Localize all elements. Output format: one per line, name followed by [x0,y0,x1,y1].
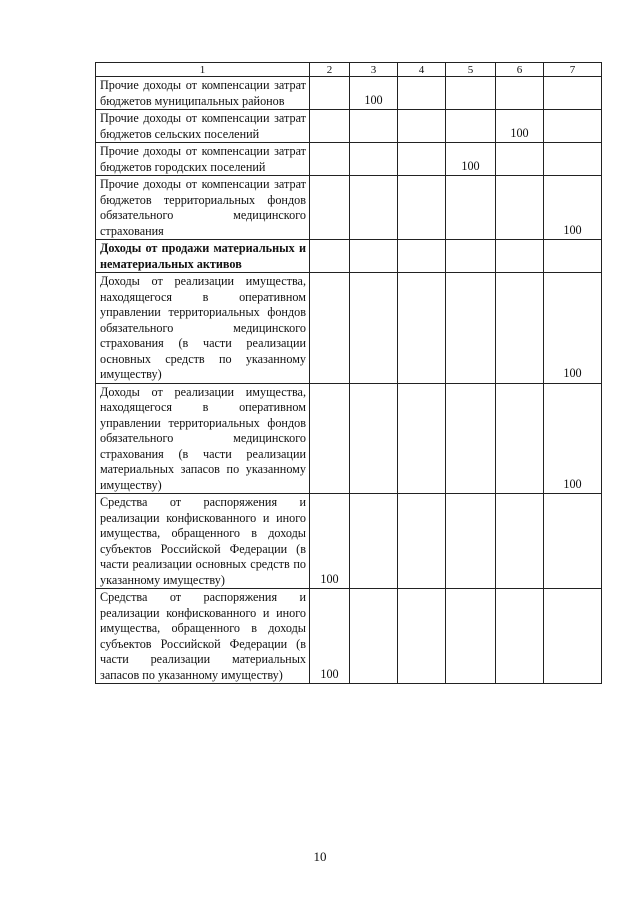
value-cell [350,273,398,384]
value-cell: 100 [544,176,602,240]
value-cell [398,143,446,176]
value-cell: 100 [446,143,496,176]
table-row [96,110,602,143]
value-cell [310,143,350,176]
value-cell [496,273,544,384]
value-cell [496,143,544,176]
value-cell [544,143,602,176]
value-cell [350,383,398,494]
value-cell [350,494,398,589]
row-label: Прочие доходы от компенсации затрат бюджетов территориальных фондов обязательного медицинского страхования [96,176,310,240]
header-cell: 6 [496,63,544,77]
value-cell: 100 [310,494,350,589]
value-cell [544,494,602,589]
row-label: Средства от распоряжения и реализации конфискованного и иного имущества, обращенного в доходы субъектов Российской Федерации (в части реализации основных средств по указанному имуществу) [96,494,310,589]
value-cell [446,240,496,273]
value-cell [496,589,544,684]
value-cell [446,589,496,684]
budget-revenue-table [95,62,602,684]
value-cell [350,143,398,176]
row-label: Доходы от реализации имущества, находящегося в оперативном управлении территориальных фондов обязательного медицинского страхования (в части реализации основных средств по указанному имуществу) [96,273,310,384]
row-label: Доходы от реализации имущества, находящегося в оперативном управлении территориальных фондов обязательного медицинского страхования (в части реализации материальных запасов по указанному имуществу) [96,383,310,494]
value-cell: 100 [496,110,544,143]
value-cell [310,110,350,143]
value-cell [544,240,602,273]
value-cell [496,494,544,589]
table-row [96,77,602,110]
value-cell [398,110,446,143]
value-cell: 100 [544,383,602,494]
row-label: Средства от распоряжения и реализации конфискованного и иного имущества, обращенного в доходы субъектов Российской Федерации (в части реализации материальных запасов по указанному имуществу) [96,589,310,684]
row-label: Прочие доходы от компенсации затрат бюджетов муниципальных районов [96,77,310,110]
row-label: Прочие доходы от компенсации затрат бюджетов сельских поселений [96,110,310,143]
value-cell [496,77,544,110]
value-cell [398,176,446,240]
header-cell: 1 [96,63,310,77]
table-body [96,63,602,684]
value-cell [398,77,446,110]
header-cell: 4 [398,63,446,77]
value-cell: 100 [350,77,398,110]
header-cell: 5 [446,63,496,77]
value-cell [496,240,544,273]
table-row [96,494,602,589]
value-cell: 100 [544,273,602,384]
table-row [96,383,602,494]
value-cell [446,77,496,110]
table-row [96,143,602,176]
table-row [96,589,602,684]
value-cell [398,240,446,273]
value-cell [350,110,398,143]
value-cell [310,176,350,240]
value-cell [496,383,544,494]
value-cell [446,273,496,384]
header-cell: 7 [544,63,602,77]
value-cell: 100 [310,589,350,684]
table-row [96,240,602,273]
value-cell [310,77,350,110]
value-cell [350,240,398,273]
value-cell [446,494,496,589]
value-cell [446,176,496,240]
value-cell [310,273,350,384]
value-cell [350,589,398,684]
table-row [96,273,602,384]
value-cell [310,240,350,273]
row-label: Доходы от продажи материальных и нематериальных активов [96,240,310,273]
value-cell [398,589,446,684]
header-cell: 2 [310,63,350,77]
value-cell [544,77,602,110]
value-cell [544,589,602,684]
value-cell [398,273,446,384]
table-row [96,176,602,240]
value-cell [398,494,446,589]
row-label: Прочие доходы от компенсации затрат бюджетов городских поселений [96,143,310,176]
value-cell [446,383,496,494]
value-cell [446,110,496,143]
column-number-header [96,63,602,77]
page-number: 10 [313,849,327,864]
header-cell: 3 [350,63,398,77]
value-cell [496,176,544,240]
value-cell [310,383,350,494]
value-cell [350,176,398,240]
value-cell [544,110,602,143]
value-cell [398,383,446,494]
